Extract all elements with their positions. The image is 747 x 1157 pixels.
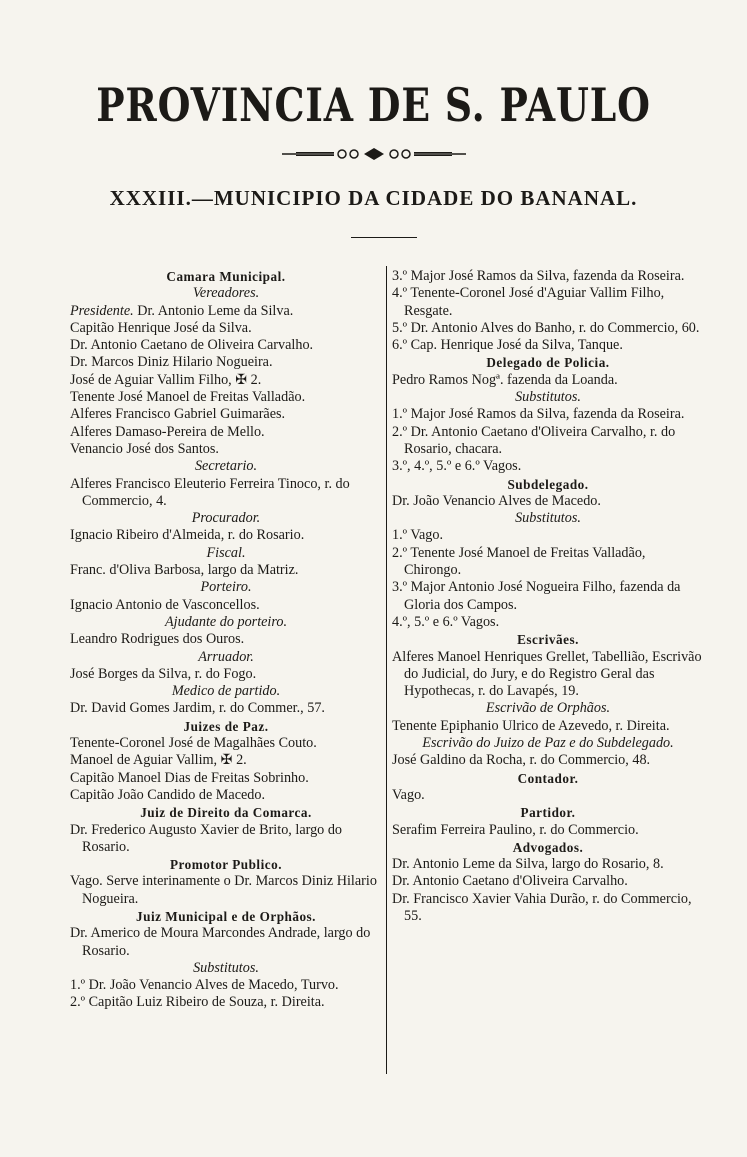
vereador-name: Dr. Antonio Leme da Silva. <box>133 302 294 319</box>
advogado-entry: Dr. Francisco Xavier Vahia Durão, r. do Commercio, 55. <box>392 890 692 924</box>
ornament-divider <box>282 147 466 161</box>
juiz-paz-entry: Tenente-Coronel José de Magalhães Couto. <box>70 735 317 752</box>
subdelegado-substituto-entry: 2.º Tenente José Manoel de Freitas Valladão, Chirongo. <box>392 544 646 579</box>
escrivao-orphaos-entry: Tenente Epiphanio Ulrico de Azevedo, r. Direita. <box>392 717 670 734</box>
secretario-heading: Secretario. <box>194 458 258 475</box>
escrivao-paz-heading: Escrivão do Juizo de Paz e do Subdelegado. <box>422 735 674 752</box>
vereadores-heading: Vereadores. <box>192 285 260 302</box>
advogado-entry: Dr. Antonio Caetano d'Oliveira Carvalho. <box>392 873 628 890</box>
vereador-entry: Venancio José dos Santos. <box>70 440 219 457</box>
ajudante-heading: Ajudante do porteiro. <box>164 613 288 630</box>
right-column <box>392 268 704 925</box>
juiz-direito-entry: Dr. Frederico Augusto Xavier de Brito, largo do Rosario. <box>70 821 343 855</box>
juiz-paz-entry: Manoel de Aguiar Vallim, ✠ 2. <box>70 752 247 769</box>
delegado-entry: Pedro Ramos Nogª. fazenda da Loanda. <box>392 371 618 388</box>
porteiro-entry: Ignacio Antonio de Vasconcellos. <box>70 596 260 613</box>
juiz-municipal-entry: Dr. Americo de Moura Marcondes Andrade, largo do Rosario. <box>70 925 371 959</box>
secretario-entry: Alferes Francisco Eleuterio Ferreira Tinoco, r. do Commercio, 4. <box>70 475 350 509</box>
ajudante-entry: Leandro Rodrigues dos Ouros. <box>70 631 245 648</box>
vereador-entry: José de Aguiar Vallim Filho, ✠ 2. <box>70 371 262 388</box>
advogado-entry: Dr. Antonio Leme da Silva, largo do Rosario, 8. <box>392 856 664 873</box>
fiscal-heading: Fiscal. <box>206 544 246 561</box>
juizes-paz-heading: Juizes de Paz. <box>183 718 269 734</box>
vereador-entry: Alferes Damaso-Pereira de Mello. <box>70 423 265 440</box>
camara-heading: Camara Municipal. <box>166 269 286 284</box>
vereador-entry: Capitão Henrique José da Silva. <box>70 319 252 336</box>
juiz-municipal-heading: Juiz Municipal e de Orphãos. <box>136 908 316 924</box>
arruador-heading: Arruador. <box>198 648 254 665</box>
escrivaes-heading: Escrivães. <box>517 632 579 648</box>
subdelegado-substituto-entry: 3.º Major Antonio José Nogueira Filho, fazenda da Gloria dos Campos. <box>392 579 681 613</box>
subdelegado-entry: Dr. João Venancio Alves de Macedo. <box>392 492 601 509</box>
substitutos-heading: Substitutos. <box>193 959 259 976</box>
subdelegado-substituto-entry: 1.º Vago. <box>392 527 444 544</box>
subdelegado-substituto-entry: 4.º, 5.º e 6.º Vagos. <box>392 613 500 630</box>
substituto-entry: 6.º Cap. Henrique José da Silva, Tanque. <box>392 337 623 354</box>
delegado-substitutos-heading: Substitutos. <box>515 389 581 406</box>
arruador-entry: José Borges da Silva, r. do Fogo. <box>70 665 257 682</box>
escrivao-paz-entry: José Galdino da Rocha, r. do Commercio, 48. <box>392 752 651 769</box>
left-column <box>70 268 382 1012</box>
vereador-entry <box>70 303 382 320</box>
delegado-substituto-entry: 3.º, 4.º, 5.º e 6.º Vagos. <box>392 458 522 475</box>
partidor-heading: Partidor. <box>520 805 576 821</box>
delegado-substituto-entry: 1.º Major José Ramos da Silva, fazenda da Roseira. <box>392 406 685 423</box>
substituto-entry: 4.º Tenente-Coronel José d'Aguiar Vallim Filho, Resgate. <box>392 285 665 319</box>
juiz-direito-heading: Juiz de Direito da Comarca. <box>140 805 312 821</box>
procurador-entry: Ignacio Ribeiro d'Almeida, r. do Rosario. <box>70 527 305 544</box>
section-subtitle: XXXIII.—MUNICIPIO DA CIDADE DO BANANAL. <box>109 186 638 210</box>
juiz-paz-entry: Capitão João Candido de Macedo. <box>70 786 266 803</box>
medico-heading: Medico de partido. <box>171 683 281 700</box>
vereador-entry: Alferes Francisco Gabriel Guimarães. <box>70 406 286 423</box>
contador-heading: Contador. <box>517 770 579 786</box>
substituto-entry: 5.º Dr. Antonio Alves do Banho, r. do Commercio, 60. <box>392 319 700 336</box>
promotor-heading: Promotor Publico. <box>169 857 283 873</box>
advogados-heading: Advogados. <box>512 839 584 855</box>
subdelegado-heading: Subdelegado. <box>507 476 589 492</box>
partidor-entry: Serafim Ferreira Paulino, r. do Commercio. <box>392 821 639 838</box>
substituto-entry: 3.º Major José Ramos da Silva, fazenda da Roseira. <box>392 268 685 284</box>
delegado-heading: Delegado de Policia. <box>486 355 610 371</box>
fiscal-entry: Franc. d'Oliva Barbosa, largo da Matriz. <box>70 562 299 579</box>
vereador-entry: Dr. Antonio Caetano de Oliveira Carvalho. <box>70 337 314 354</box>
porteiro-heading: Porteiro. <box>200 579 252 596</box>
juiz-paz-entry: Capitão Manoel Dias de Freitas Sobrinho. <box>70 769 309 786</box>
medico-entry: Dr. David Gomes Jardim, r. do Commer., 57. <box>70 700 325 717</box>
promotor-entry: Vago. Serve interinamente o Dr. Marcos Diniz Hilario Nogueira. <box>70 873 377 907</box>
subdelegado-substitutos-heading: Substitutos. <box>515 510 581 527</box>
substituto-entry: 2.º Capitão Luiz Ribeiro de Souza, r. Direita. <box>70 994 325 1011</box>
vereador-role: Presidente. <box>70 302 134 319</box>
procurador-heading: Procurador. <box>191 510 261 527</box>
escrivaes-entry: Alferes Manoel Henriques Grellet, Tabellião, Escrivão do Judicial, do Jury, e do Registro Geral das Hypothecas, r. do Lavapés, 19. <box>392 648 702 700</box>
escrivao-orphaos-heading: Escrivão de Orphãos. <box>485 700 611 717</box>
delegado-substituto-entry: 2.º Dr. Antonio Caetano d'Oliveira Carvalho, r. do Rosario, chacara. <box>392 423 676 457</box>
column-divider <box>386 266 387 1074</box>
short-rule <box>351 237 417 238</box>
contador-entry: Vago. <box>392 786 425 803</box>
page-title: PROVINCIA DE S. PAULO <box>96 78 651 132</box>
vereador-entry: Dr. Marcos Diniz Hilario Nogueira. <box>70 354 273 371</box>
substituto-entry: 1.º Dr. João Venancio Alves de Macedo, Turvo. <box>70 977 339 994</box>
vereador-entry: Tenente José Manoel de Freitas Valladão. <box>70 389 306 406</box>
